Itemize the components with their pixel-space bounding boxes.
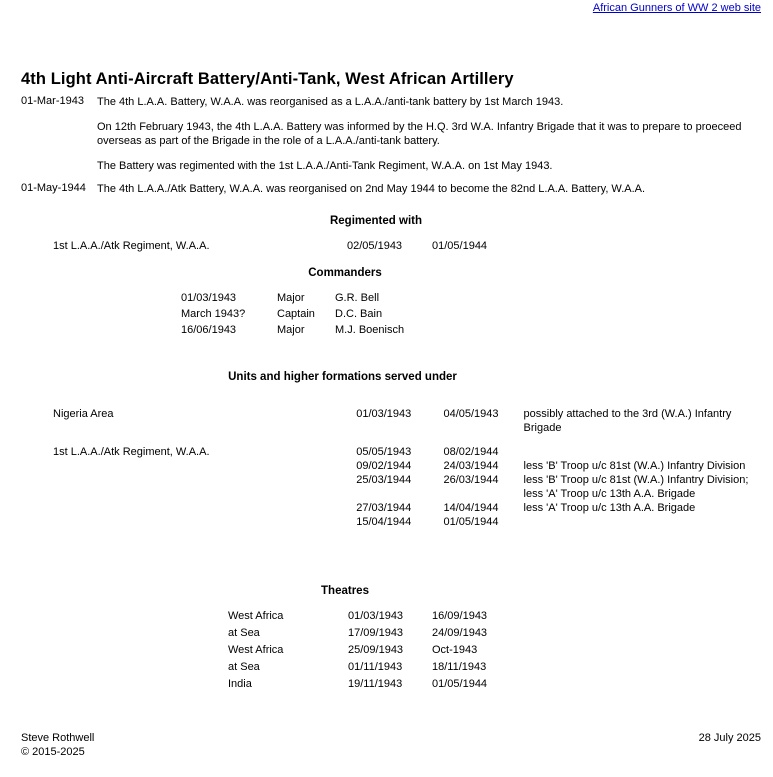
footer-author: Steve Rothwell <box>21 732 95 744</box>
history-entry-date: 01-Mar-1943 <box>21 95 84 107</box>
theatre-to-date: 24/09/1943 <box>432 627 488 639</box>
regiment-to-date: 01/05/1944 <box>432 240 488 252</box>
history-entry <box>21 182 761 196</box>
history-list <box>21 95 761 205</box>
unit-note <box>524 435 773 459</box>
theatre-to-date: 01/05/1944 <box>432 678 488 690</box>
commander-rank: Major <box>277 324 305 336</box>
theatre-from-date: 17/09/1943 <box>348 627 404 639</box>
unit-note: possibly attached to the 3rd (W.A.) Infantry Brigade <box>523 408 732 434</box>
commander-date: March 1943? <box>181 308 246 320</box>
top-link-container <box>593 2 761 14</box>
section-theatres <box>0 585 690 690</box>
commander-date: 01/03/1943 <box>181 292 237 304</box>
table-row <box>0 239 532 253</box>
commander-name: D.C. Bain <box>335 308 383 320</box>
african-gunners-site-link[interactable]: African Gunners of WW 2 web site <box>592 2 761 14</box>
commander-rank: Captain <box>277 308 315 320</box>
section-regimented-with <box>0 215 752 252</box>
unit-name <box>0 459 356 473</box>
history-entry-body <box>97 182 761 196</box>
page-title: 4th Light Anti-Aircraft Battery/Anti-Tank, West African Artillery <box>21 70 514 89</box>
table-row <box>181 307 404 323</box>
theatre-from-date: 19/11/1943 <box>348 678 403 690</box>
theatre-from-date: 01/03/1943 <box>348 610 404 622</box>
table-row <box>228 677 487 694</box>
unit-from-date: 01/03/1943 <box>356 408 412 420</box>
section-heading-regimented-with: Regimented with <box>329 215 422 227</box>
unit-note <box>524 515 773 529</box>
unit-name <box>0 501 356 515</box>
unit-to-date: 08/02/1944 <box>443 446 499 458</box>
section-units-served-under <box>0 371 749 528</box>
history-paragraph: The 4th L.A.A./Atk Battery, W.A.A. was reorganised on 2nd May 1944 to become the 82nd L.A.A. Battery, W.A.A. <box>97 183 646 195</box>
unit-name <box>0 473 356 501</box>
table-row <box>0 515 773 529</box>
section-heading-theatres: Theatres <box>321 585 369 597</box>
unit-to-date: 04/05/1943 <box>443 408 499 420</box>
history-entry-date: 01-May-1944 <box>21 182 86 194</box>
regiment-name: 1st L.A.A./Atk Regiment, W.A.A. <box>53 240 210 252</box>
table-row <box>228 609 487 626</box>
table-row <box>0 459 773 473</box>
theatre-place: at Sea <box>228 661 260 673</box>
commanders-table <box>181 291 404 339</box>
unit-note: less 'B' Troop u/c 81st (W.A.) Infantry Division; less 'A' Troop u/c 13th A.A. Brigade <box>523 474 749 500</box>
history-entry-body <box>97 95 761 173</box>
unit-name: 1st L.A.A./Atk Regiment, W.A.A. <box>53 446 210 458</box>
history-paragraph: On 12th February 1943, the 4th L.A.A. Battery was informed by the H.Q. 3rd W.A. Infantry Brigade that it was to prepare to proeceed overseas as part of the Brigade in the role of a L.A.A./anti-tank battery. <box>97 121 742 147</box>
commander-name: G.R. Bell <box>335 292 380 304</box>
footer-date: 28 July 2025 <box>698 732 761 744</box>
theatres-table <box>228 609 487 694</box>
commander-date: 16/06/1943 <box>181 324 237 336</box>
footer-top-line <box>21 731 761 745</box>
table-row <box>181 323 404 339</box>
theatre-to-date: 16/09/1943 <box>432 610 488 622</box>
unit-to-date: 14/04/1944 <box>443 502 499 514</box>
unit-from-date: 25/03/1944 <box>356 474 412 486</box>
theatre-to-date: 18/11/1943 <box>432 661 487 673</box>
section-heading-units-served-under: Units and higher formations served under <box>228 371 457 383</box>
theatre-to-date: Oct-1943 <box>432 644 478 656</box>
commander-name: M.J. Boenisch <box>335 324 405 336</box>
commander-rank: Major <box>277 292 305 304</box>
units-served-under-table <box>0 397 773 529</box>
unit-name: Nigeria Area <box>53 408 114 420</box>
unit-name <box>0 515 356 529</box>
unit-to-date: 24/03/1944 <box>443 460 499 472</box>
regimented-with-table <box>0 239 532 253</box>
unit-to-date: 26/03/1944 <box>443 474 499 486</box>
history-entry <box>21 95 761 173</box>
regiment-from-date: 02/05/1943 <box>347 240 403 252</box>
theatre-place: India <box>228 678 252 690</box>
unit-from-date: 09/02/1944 <box>356 460 412 472</box>
unit-to-date: 01/05/1944 <box>443 516 499 528</box>
table-row <box>228 660 487 677</box>
table-row <box>0 501 773 515</box>
theatre-place: West Africa <box>228 644 284 656</box>
unit-from-date: 15/04/1944 <box>356 516 412 528</box>
theatre-place: at Sea <box>228 627 260 639</box>
section-heading-commanders: Commanders <box>308 267 382 279</box>
unit-from-date: 05/05/1943 <box>356 446 412 458</box>
theatre-from-date: 25/09/1943 <box>348 644 404 656</box>
theatre-place: West Africa <box>228 610 284 622</box>
history-paragraph: The 4th L.A.A. Battery, W.A.A. was reorganised as a L.A.A./anti-tank battery by 1st March 1943. <box>97 96 564 108</box>
table-row <box>228 643 487 660</box>
section-commanders <box>0 267 690 336</box>
table-row <box>0 435 773 459</box>
page-footer <box>21 731 761 759</box>
theatre-from-date: 01/11/1943 <box>348 661 403 673</box>
footer-bottom-line <box>21 745 761 759</box>
unit-from-date: 27/03/1944 <box>356 502 412 514</box>
table-row <box>0 473 773 501</box>
unit-note: less 'B' Troop u/c 81st (W.A.) Infantry Division <box>523 460 746 472</box>
footer-copyright: © 2015-2025 <box>21 746 85 758</box>
table-row <box>228 626 487 643</box>
table-row <box>0 397 773 435</box>
history-paragraph: The Battery was regimented with the 1st L.A.A./Anti-Tank Regiment, W.A.A. on 1st May 1943. <box>97 160 553 172</box>
unit-note: less 'A' Troop u/c 13th A.A. Brigade <box>523 502 696 514</box>
table-row <box>181 291 404 307</box>
